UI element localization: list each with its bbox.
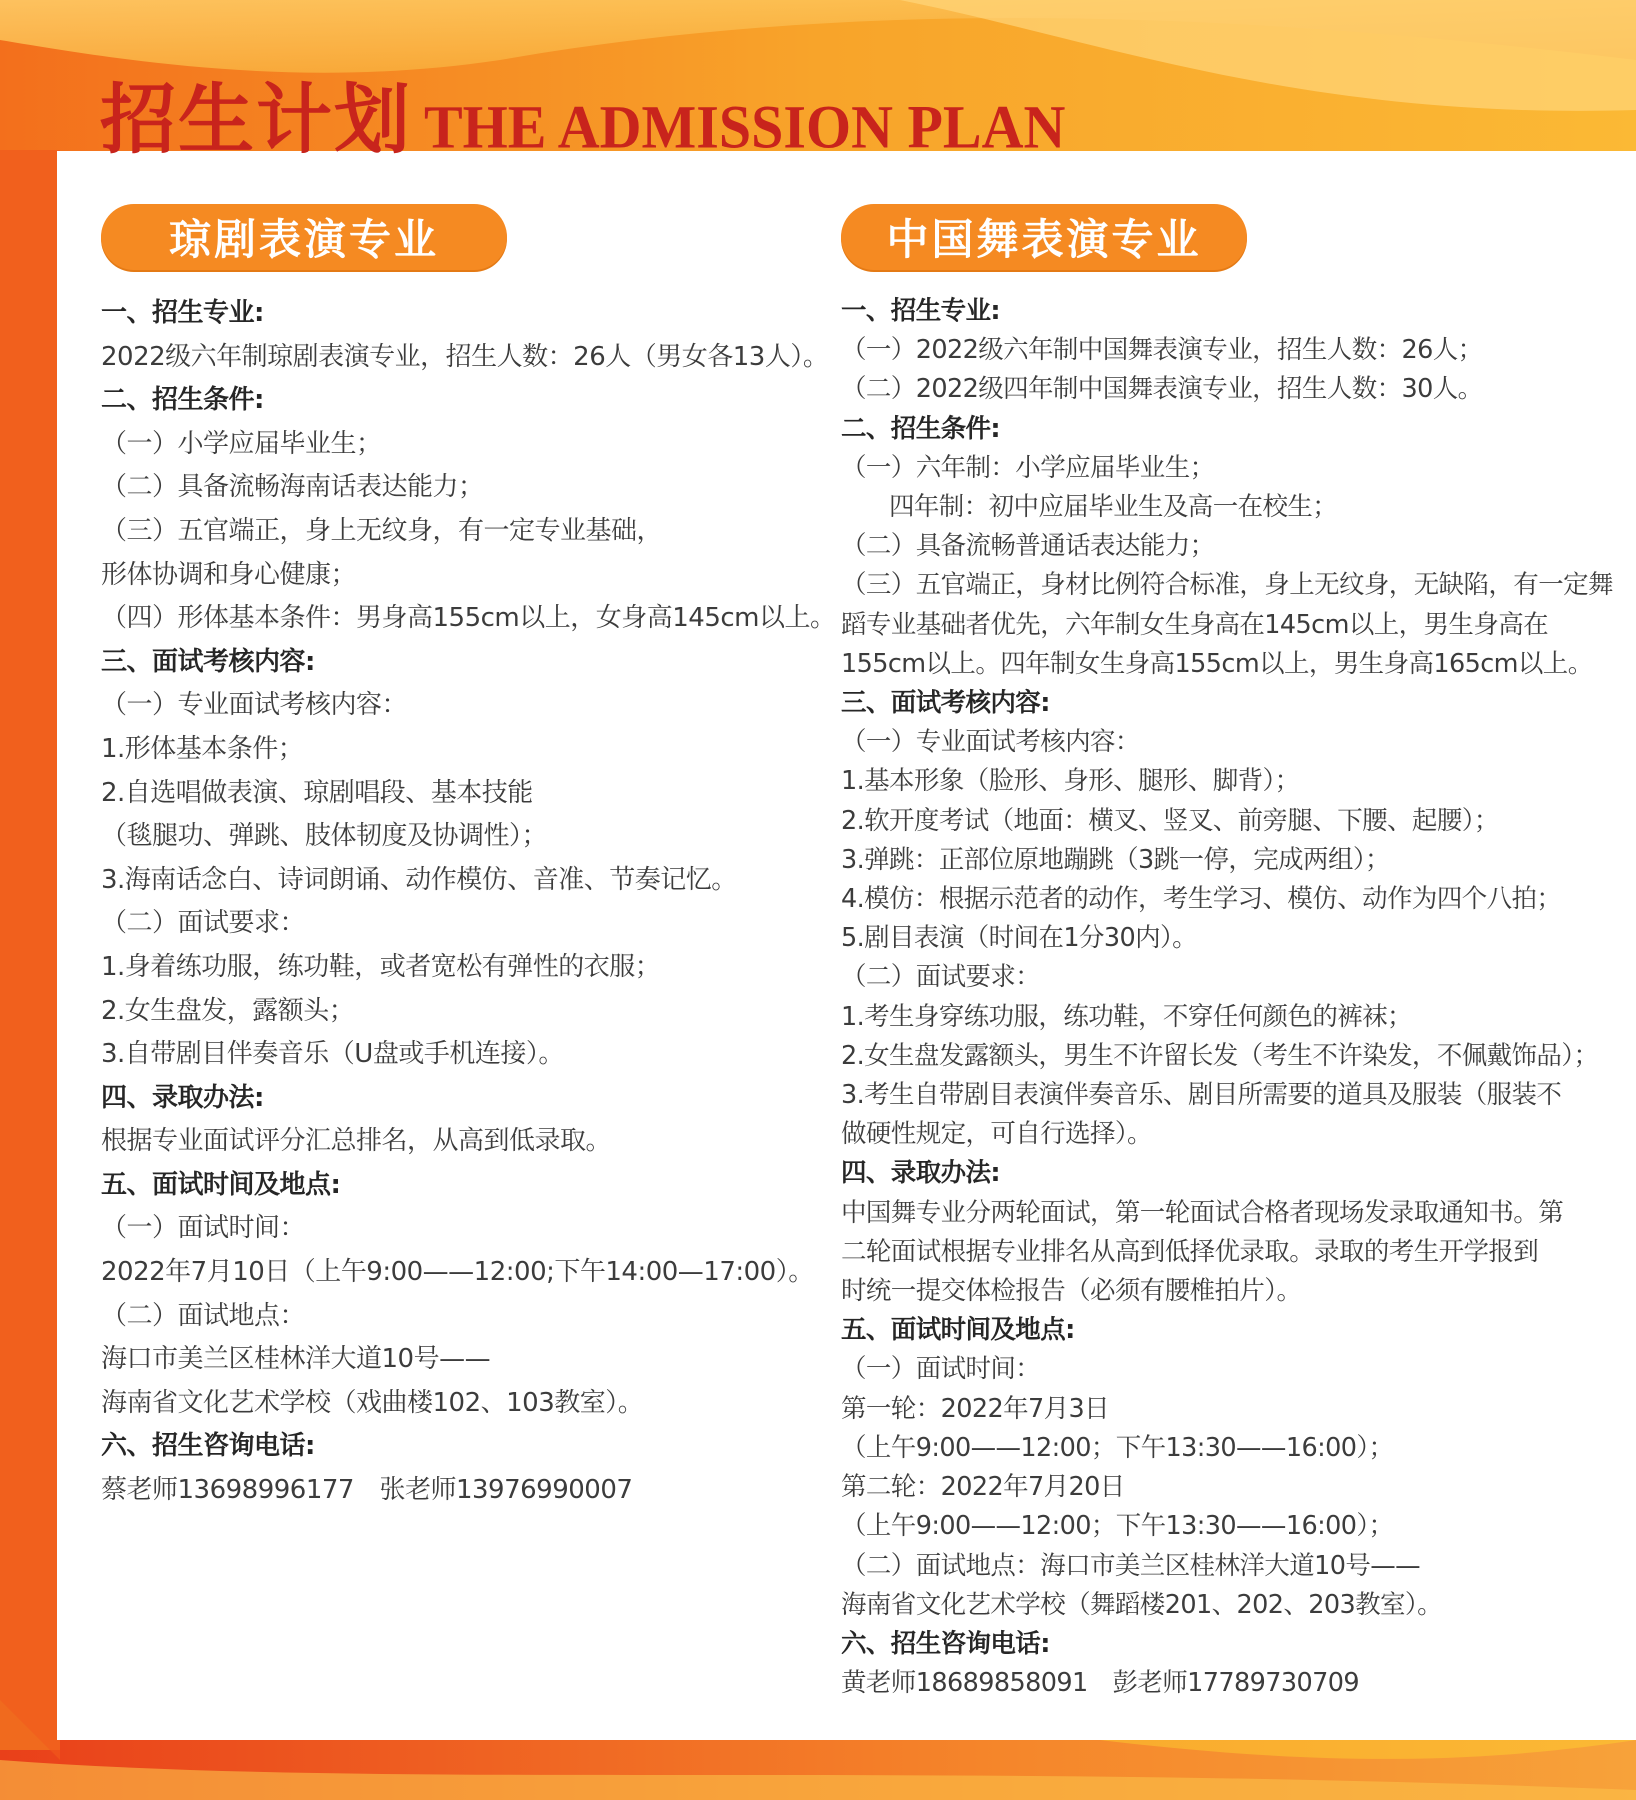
content-line: 第二轮：2022年7月20日 (841, 1472, 1125, 1503)
content-line: 3.自带剧目伴奏音乐（U盘或手机连接）。 (101, 1039, 564, 1070)
content-line: （二）具备流畅普通话表达能力； (841, 531, 1215, 562)
content-line: 2.自选唱做表演、琼剧唱段、基本技能 (101, 777, 533, 808)
left-content (101, 292, 861, 1513)
content-line: 2.女生盘发露额头，男生不许留长发（考生不许染发，不佩戴饰品）； (841, 1040, 1599, 1071)
content-line: 1.基本形象（脸形、身形、腿形、脚背）； (841, 766, 1300, 797)
content-line: 3.考生自带剧目表演伴奏音乐、剧目所需要的道具及服装（服装不 (841, 1080, 1562, 1111)
content-line: 155cm以上。四年制女生身高155cm以上，男生身高165cm以上。 (841, 648, 1593, 679)
content-line: 形体协调和身心健康； (101, 559, 357, 590)
section-heading: 四、录取办法: (101, 1082, 264, 1113)
right-content (841, 292, 1613, 1703)
content-line: 4.模仿：根据示范者的动作，考生学习、模仿、动作为四个八拍； (841, 884, 1562, 915)
content-line: （二）面试地点： (101, 1300, 306, 1331)
content-line: （二）2022级四年制中国舞表演专业，招生人数：30人。 (841, 374, 1483, 405)
column-chinese-dance (841, 204, 1613, 1703)
section-heading: 五、面试时间及地点: (101, 1169, 341, 1200)
section-heading: 六、招生咨询电话: (841, 1628, 1050, 1659)
content-line: 3.弹跳：正部位原地蹦跳（3跳一停，完成两组）； (841, 844, 1390, 875)
content-line: 做硬性规定，可自行选择）。 (841, 1119, 1152, 1150)
content-line: （上午9:00——12:00；下午13:30——16:00）； (841, 1511, 1394, 1542)
section-heading: 五、面试时间及地点: (841, 1315, 1075, 1346)
content-line: 1.考生身穿练功服，练功鞋，不穿任何颜色的裤袜； (841, 1001, 1412, 1032)
section-heading: 四、录取办法: (841, 1158, 1000, 1189)
content-line: 蹈专业基础者优先，六年制女生身高在145cm以上，男生身高在 (841, 609, 1549, 640)
section-pill-qiong-opera: 琼剧表演专业 (101, 204, 507, 270)
column-qiong-opera (101, 204, 861, 1513)
content-line: （一）小学应届毕业生； (101, 428, 382, 459)
content-line: （四）形体基本条件：男身高155cm以上，女身高145cm以上。 (101, 603, 836, 634)
content-line: （上午9:00——12:00；下午13:30——16:00）； (841, 1432, 1394, 1463)
content-line: （二）面试要求： (841, 962, 1041, 993)
content-line: 海口市美兰区桂林洋大道10号—— (101, 1344, 491, 1375)
content-line: 2022年7月10日（上午9:00——12:00;下午14:00—17:00）。 (101, 1257, 814, 1288)
content-line: 海南省文化艺术学校（舞蹈楼201、202、203教室）。 (841, 1589, 1442, 1620)
content-line: 1.身着练功服，练功鞋，或者宽松有弹性的衣服； (101, 951, 661, 982)
content-line: 黄老师18689858091 彭老师17789730709 (841, 1668, 1360, 1699)
content-line: （一）面试时间： (841, 1354, 1041, 1385)
content-line: （一）专业面试考核内容： (841, 727, 1140, 758)
title-chinese: 招生计划 (100, 75, 412, 164)
content-line: （一）面试时间： (101, 1213, 306, 1244)
content-line: （二）具备流畅海南话表达能力； (101, 472, 484, 503)
content-line: 根据专业面试评分汇总排名，从高到低录取。 (101, 1126, 612, 1157)
section-pill-chinese-dance: 中国舞表演专业 (841, 204, 1247, 270)
title-english: THE ADMISSION PLAN (424, 92, 1066, 162)
section-heading: 一、招生专业: (841, 296, 1000, 326)
content-line: 2.软开度考试（地面：横叉、竖叉、前旁腿、下腰、起腰）； (841, 805, 1499, 836)
content-line: 时统一提交体检报告（必须有腰椎拍片）。 (841, 1276, 1302, 1307)
content-panel (57, 151, 1636, 1740)
content-line: 5.剧目表演（时间在1分30内）。 (841, 923, 1198, 954)
section-heading: 三、面试考核内容: (841, 688, 1050, 719)
section-heading: 一、招生专业: (101, 298, 264, 328)
content-line: 中国舞专业分两轮面试，第一轮面试合格者现场发录取通知书。第 (841, 1197, 1564, 1228)
content-line: （毯腿功、弹跳、肢体韧度及协调性）； (101, 821, 548, 852)
content-line: 2022级六年制琼剧表演专业，招生人数：26人（男女各13人）。 (101, 341, 829, 372)
content-line: （三）五官端正，身材比例符合标准，身上无纹身，无缺陷，有一定舞 (841, 570, 1613, 601)
content-line: 1.形体基本条件； (101, 733, 304, 764)
section-heading: 二、招生条件: (101, 385, 264, 416)
section-heading: 二、招生条件: (841, 413, 1000, 444)
section-heading: 三、面试考核内容: (101, 646, 315, 677)
content-line: （一）六年制：小学应届毕业生； (841, 452, 1215, 483)
page-header (100, 58, 1066, 164)
content-line: 二轮面试根据专业排名从高到低择优录取。录取的考生开学报到 (841, 1236, 1539, 1267)
content-line: 四年制：初中应届毕业生及高一在校生； (889, 492, 1338, 523)
content-line: （一）专业面试考核内容： (101, 690, 408, 721)
content-line: （一）2022级六年制中国舞表演专业，招生人数：26人； (841, 335, 1483, 366)
content-line: 3.海南话念白、诗词朗诵、动作模仿、音准、节奏记忆。 (101, 864, 737, 895)
content-line: 第一轮：2022年7月3日 (841, 1393, 1110, 1424)
content-line: （二）面试要求： (101, 908, 306, 939)
content-line: 海南省文化艺术学校（戏曲楼102、103教室）。 (101, 1387, 644, 1418)
content-line: 2.女生盘发，露额头； (101, 995, 355, 1026)
content-line: （三）五官端正，身上无纹身，有一定专业基础， (101, 515, 663, 546)
content-line: （二）面试地点：海口市美兰区桂林洋大道10号—— (841, 1550, 1421, 1581)
section-heading: 六、招生咨询电话: (101, 1431, 315, 1462)
content-line: 蔡老师13698996177 张老师13976990007 (101, 1475, 633, 1506)
